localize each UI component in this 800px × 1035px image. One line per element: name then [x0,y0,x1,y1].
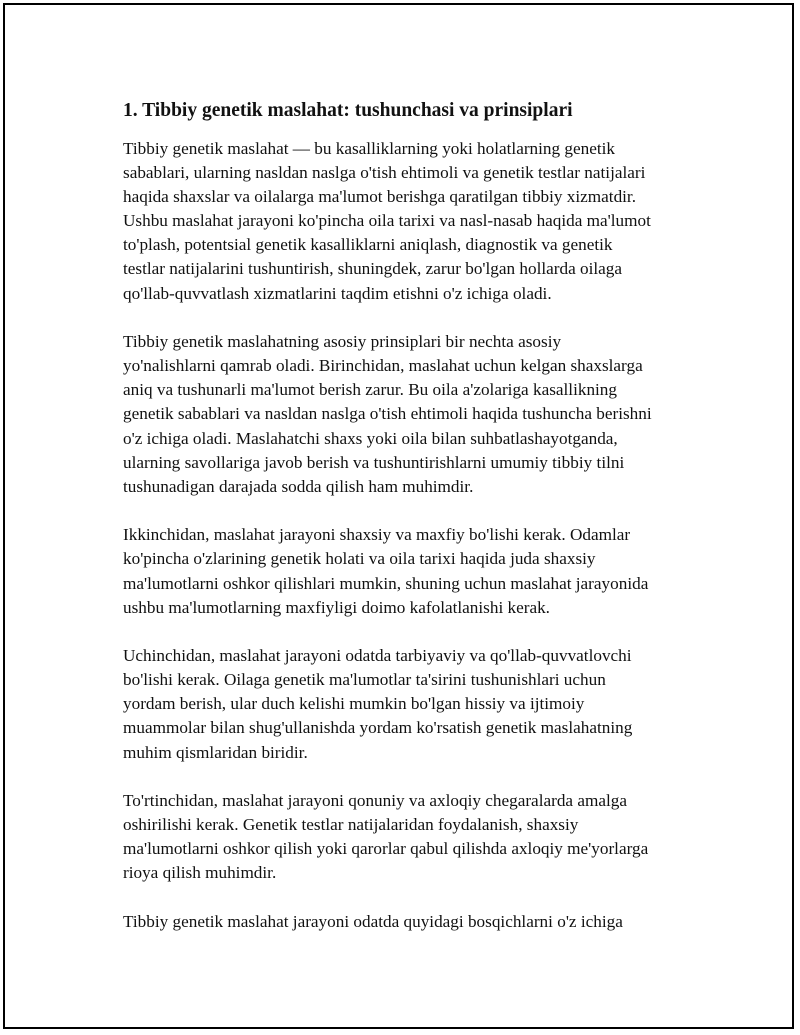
text-line: qo'llab-quvvatlash xizmatlarini taqdim etishni o'z ichiga oladi. [123,283,552,303]
paragraph-definition [123,137,703,306]
page-frame [3,3,794,1029]
text-line: yordam berish, ular duch kelishi mumkin bo'lgan hissiy va ijtimoiy [123,694,585,714]
text-line: aniq va tushunarli ma'lumot berish zarur. Bu oila a'zolariga kasallikning [123,380,617,400]
text-line: sabablari, ularning nasldan naslga o'tish ehtimoli va genetik testlar natijalari [123,163,646,183]
text-line: ko'pincha o'zlarining genetik holati va oila tarixi haqida juda shaxsiy [123,549,596,569]
text-line: Ushbu maslahat jarayoni ko'pincha oila tarixi va nasl-nasab haqida ma'lumot [123,211,651,231]
text-line: genetik sabablari va nasldan naslga o'tish ehtimoli haqida tushuncha berishni [123,404,652,424]
text-line: ularning savollariga javob berish va tushuntirishlarni umumiy tibbiy tilni [123,452,625,472]
text-line: Tibbiy genetik maslahatning asosiy prinsiplari bir nechta asosiy [123,332,562,352]
text-line: oshirilishi kerak. Genetik testlar natijalaridan foydalanish, shaxsiy [123,815,579,835]
text-line: ushbu ma'lumotlarning maxfiyligi doimo kafolatlanishi kerak. [123,597,550,617]
text-line: To'rtinchidan, maslahat jarayoni qonuniy va axloqiy chegaralarda amalga [123,791,627,811]
section-heading: 1. Tibbiy genetik maslahat: tushunchasi va prinsiplari [123,100,573,121]
text-line: muammolar bilan shug'ullanishda yordam ko'rsatish genetik maslahatning [123,718,633,738]
text-line: Tibbiy genetik maslahat — bu kasalliklarning yoki holatlarning genetik [123,139,615,158]
text-line: muhim qismlaridan biridir. [123,742,308,762]
paragraph-fourth-principle [123,789,703,885]
text-line: Uchinchidan, maslahat jarayoni odatda tarbiyaviy va qo'llab-quvvatlovchi [123,646,632,666]
text-line: o'z ichiga oladi. Maslahatchi shaxs yoki oila bilan suhbatlashayotganda, [123,428,618,448]
text-line: bo'lishi kerak. Oilaga genetik ma'lumotlar ta'sirini tushunishlari uchun [123,670,606,690]
paragraph-principles [123,330,703,499]
paragraph-stages-intro [123,910,703,934]
text-line: rioya qilish muhimdir. [123,863,277,883]
text-line: ma'lumotlarni oshkor qilish yoki qarorlar qabul qilishda axloqiy me'yorlarga [123,839,649,859]
text-line: ma'lumotlarni oshkor qilishlari mumkin, shuning uchun maslahat jarayonida [123,573,649,593]
paragraph-third-principle [123,644,703,764]
text-line: Tibbiy genetik maslahat jarayoni odatda quyidagi bosqichlarni o'z ichiga [123,912,623,932]
text-line: to'plash, potentsial genetik kasalliklarni aniqlash, diagnostik va genetik [123,235,613,255]
text-line: testlar natijalarini tushuntirish, shuningdek, zarur bo'lgan hollarda oilaga [123,259,623,279]
paragraph-second-principle [123,523,703,619]
text-line: tushunadigan darajada sodda qilish ham muhimdir. [123,476,474,496]
text-line: yo'nalishlarni qamrab oladi. Birinchidan, maslahat uchun kelgan shaxslarga [123,356,643,376]
text-line: haqida shaxslar va oilalarga ma'lumot berishga qaratilgan tibbiy xizmatdir. [123,187,637,207]
document-body [123,97,703,959]
text-line: Ikkinchidan, maslahat jarayoni shaxsiy va maxfiy bo'lishi kerak. Odamlar [123,525,631,545]
